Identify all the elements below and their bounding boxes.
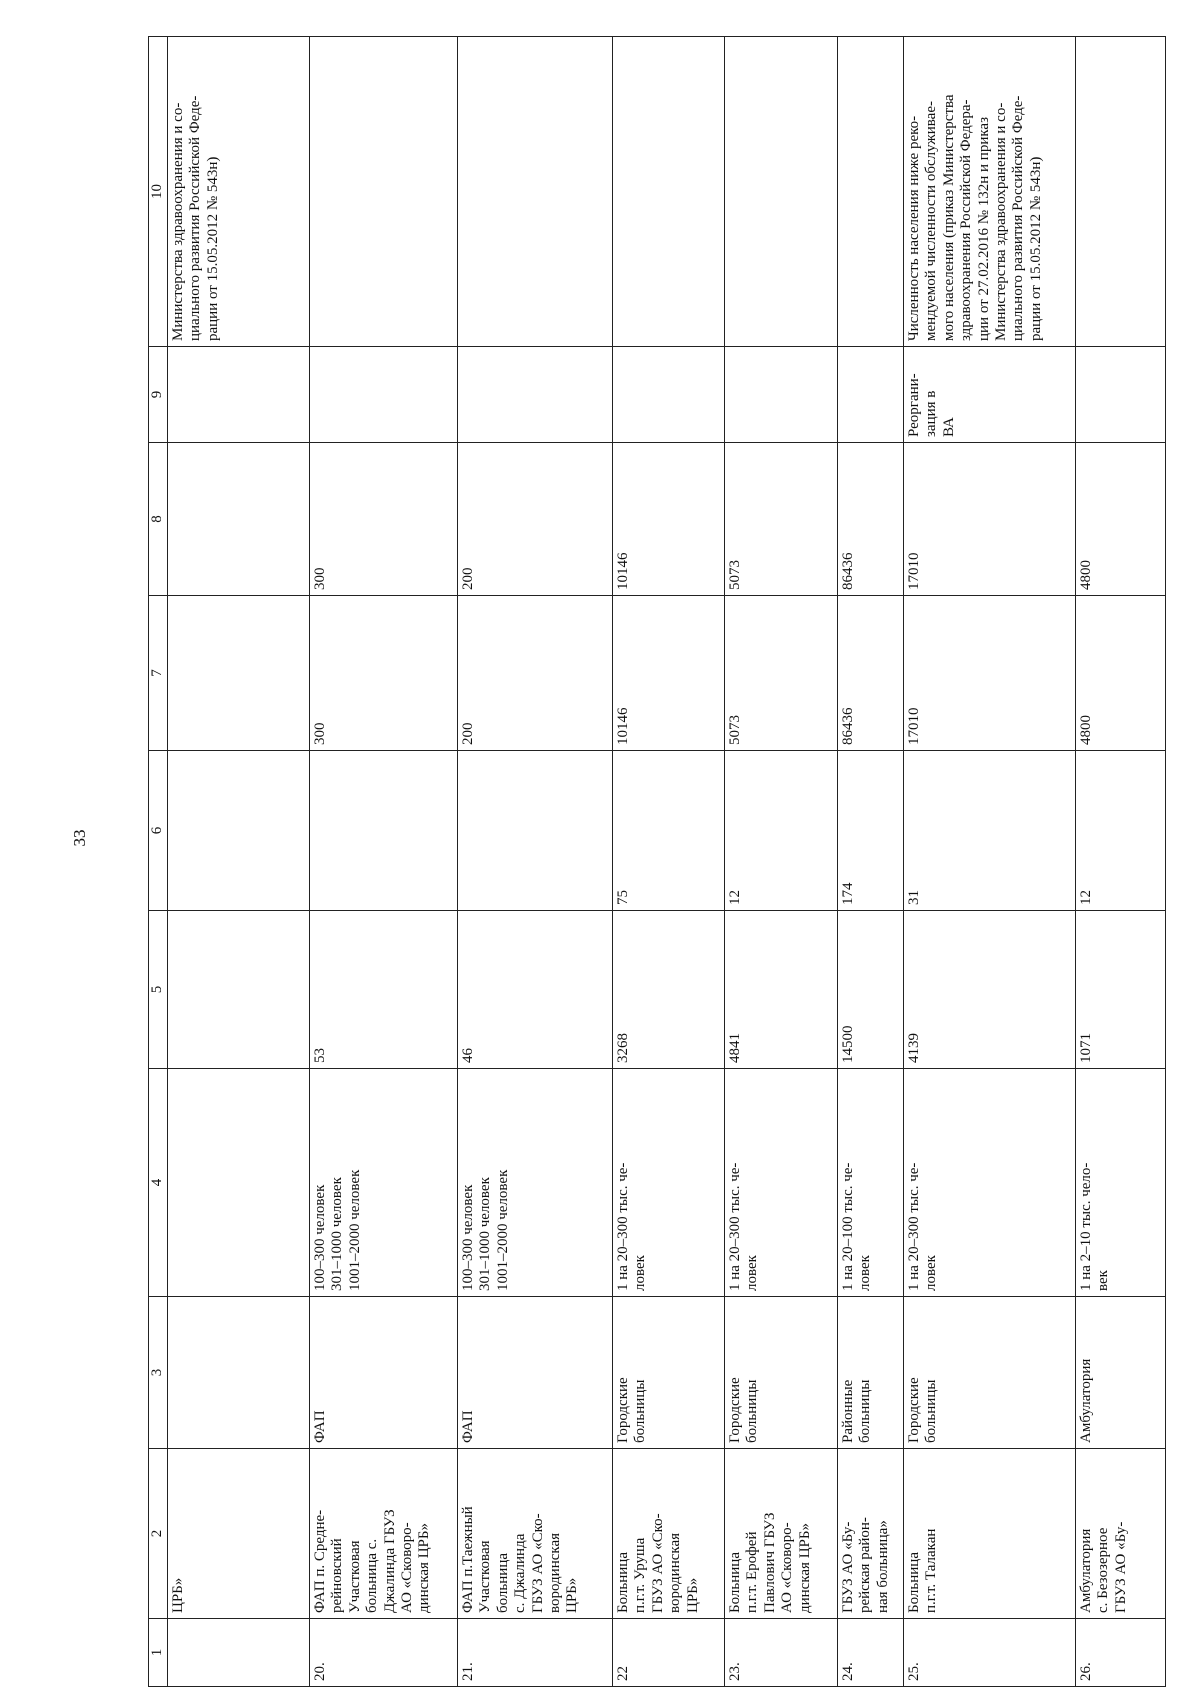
- action-cell: [310, 347, 458, 443]
- header-cell: 6: [149, 751, 168, 911]
- row-number: 22: [613, 1619, 725, 1687]
- note-cell: [310, 37, 458, 347]
- table-cell: [168, 1619, 310, 1687]
- norm-cell: 1 на 20–100 тыс. че- ловек: [838, 1069, 904, 1297]
- value-cell: 4139: [904, 911, 1076, 1069]
- norm-cell: 1 на 20–300 тыс. че- ловек: [613, 1069, 725, 1297]
- table-row: [458, 37, 613, 1687]
- value-cell: 3268: [613, 911, 725, 1069]
- value-cell: 14500: [838, 911, 904, 1069]
- value-cell: 200: [458, 443, 613, 596]
- type-cell: Районные больницы: [838, 1297, 904, 1449]
- value-cell: 46: [458, 911, 613, 1069]
- value-cell: 200: [458, 596, 613, 751]
- table-row: [725, 37, 838, 1687]
- table-row: [1076, 37, 1166, 1687]
- name-cell: Амбулатория с. Безозерное ГБУЗ АО «Бу-: [1076, 1449, 1166, 1619]
- row-number: 25.: [904, 1619, 1076, 1687]
- value-cell: 10146: [613, 443, 725, 596]
- row-number: 24.: [838, 1619, 904, 1687]
- table-row: [613, 37, 725, 1687]
- type-cell: Городские больницы: [725, 1297, 838, 1449]
- note-cell: [1076, 37, 1166, 347]
- value-cell: 1071: [1076, 911, 1166, 1069]
- table-row: [838, 37, 904, 1687]
- action-cell: [613, 347, 725, 443]
- value-cell: [458, 751, 613, 911]
- value-cell: 5073: [725, 443, 838, 596]
- header-row: [149, 37, 168, 1687]
- value-cell: 12: [725, 751, 838, 911]
- value-cell: 31: [904, 751, 1076, 911]
- note-cell: [458, 37, 613, 347]
- note-cell: Численность населения ниже реко- мендуемой численности обслуживае- мого населения (приказ Министерства здравоохранения Российской Федера- ции от 27.02.2016 № 132н и приказ Министерства здравоохранения и со- циального развития Российской Феде- рации от 15.05.2012 № 543н): [904, 37, 1076, 347]
- type-cell: Городские больницы: [904, 1297, 1076, 1449]
- row-number: 26.: [1076, 1619, 1166, 1687]
- name-cell: ГБУЗ АО «Бу- рейская район- ная больница»: [838, 1449, 904, 1619]
- value-cell: 4800: [1076, 596, 1166, 751]
- row-number: 20.: [310, 1619, 458, 1687]
- value-cell: 5073: [725, 596, 838, 751]
- header-cell: 7: [149, 596, 168, 751]
- table-cell: [168, 596, 310, 751]
- header-cell: 3: [149, 1297, 168, 1449]
- norm-cell: 100–300 человек 301–1000 человек 1001–2000 человек: [310, 1069, 458, 1297]
- value-cell: 174: [838, 751, 904, 911]
- action-cell: [838, 347, 904, 443]
- table-cell: [168, 1069, 310, 1297]
- norm-cell: 1 на 20–300 тыс. че- ловек: [725, 1069, 838, 1297]
- facilities-table: [148, 36, 1166, 1687]
- value-cell: 17010: [904, 596, 1076, 751]
- value-cell: 17010: [904, 443, 1076, 596]
- name-cell: ФАП п. Средне- рейновский Участковая больница с. Джалинда ГБУЗ АО «Сковоро- динская ЦРБ»: [310, 1449, 458, 1619]
- table-cell: [168, 751, 310, 911]
- header-cell: 9: [149, 347, 168, 443]
- row-number: 21.: [458, 1619, 613, 1687]
- action-cell: Реоргани- зация в ВА: [904, 347, 1076, 443]
- name-cell: Больница п.г.т. Талакан: [904, 1449, 1076, 1619]
- header-cell: 1: [149, 1619, 168, 1687]
- value-cell: 12: [1076, 751, 1166, 911]
- note-cell: [613, 37, 725, 347]
- action-cell: [458, 347, 613, 443]
- type-cell: Городские больницы: [613, 1297, 725, 1449]
- table-row: [310, 37, 458, 1687]
- note-cell: [725, 37, 838, 347]
- table-cell: [168, 1297, 310, 1449]
- header-cell: 4: [149, 1069, 168, 1297]
- norm-cell: 1 на 2–10 тыс. чело- век: [1076, 1069, 1166, 1297]
- name-cell: ФАП п.Таежный Участковая больница с. Джалинда ГБУЗ АО «Ско- вородинская ЦРБ»: [458, 1449, 613, 1619]
- row-number: 23.: [725, 1619, 838, 1687]
- value-cell: 10146: [613, 596, 725, 751]
- header-cell: 5: [149, 911, 168, 1069]
- value-cell: 4800: [1076, 443, 1166, 596]
- norm-cell: 1 на 20–300 тыс. че- ловек: [904, 1069, 1076, 1297]
- table-cell: [168, 911, 310, 1069]
- value-cell: 75: [613, 751, 725, 911]
- value-cell: 300: [310, 596, 458, 751]
- norm-cell: 100–300 человек 301–1000 человек 1001–2000 человек: [458, 1069, 613, 1297]
- type-cell: ФАП: [458, 1297, 613, 1449]
- header-cell: 2: [149, 1449, 168, 1619]
- rotated-table-container: [148, 37, 1166, 1687]
- value-cell: 53: [310, 911, 458, 1069]
- value-cell: 300: [310, 443, 458, 596]
- type-cell: ФАП: [310, 1297, 458, 1449]
- value-cell: 86436: [838, 596, 904, 751]
- page-number: 33: [70, 829, 89, 847]
- table-cell: [168, 443, 310, 596]
- header-cell: 8: [149, 443, 168, 596]
- header-cell: 10: [149, 37, 168, 347]
- action-cell: [1076, 347, 1166, 443]
- action-cell: [725, 347, 838, 443]
- value-cell: 4841: [725, 911, 838, 1069]
- name-cell: Больница п.г.т. Уруша ГБУЗ АО «Ско- вородинская ЦРБ»: [613, 1449, 725, 1619]
- value-cell: [310, 751, 458, 911]
- value-cell: 86436: [838, 443, 904, 596]
- continuation-row: [168, 37, 310, 1687]
- note-cell: [838, 37, 904, 347]
- note-cell: Министерства здравоохранения и со- циального развития Российской Феде- рации от 15.05.2012 № 543н): [168, 37, 310, 347]
- name-cell: Больница п.г.т. Ерофей Павлович ГБУЗ АО «Сковоро- динская ЦРБ»: [725, 1449, 838, 1619]
- table-cell: [168, 347, 310, 443]
- type-cell: Амбулатория: [1076, 1297, 1166, 1449]
- table-row: [904, 37, 1076, 1687]
- name-cell: ЦРБ»: [168, 1449, 310, 1619]
